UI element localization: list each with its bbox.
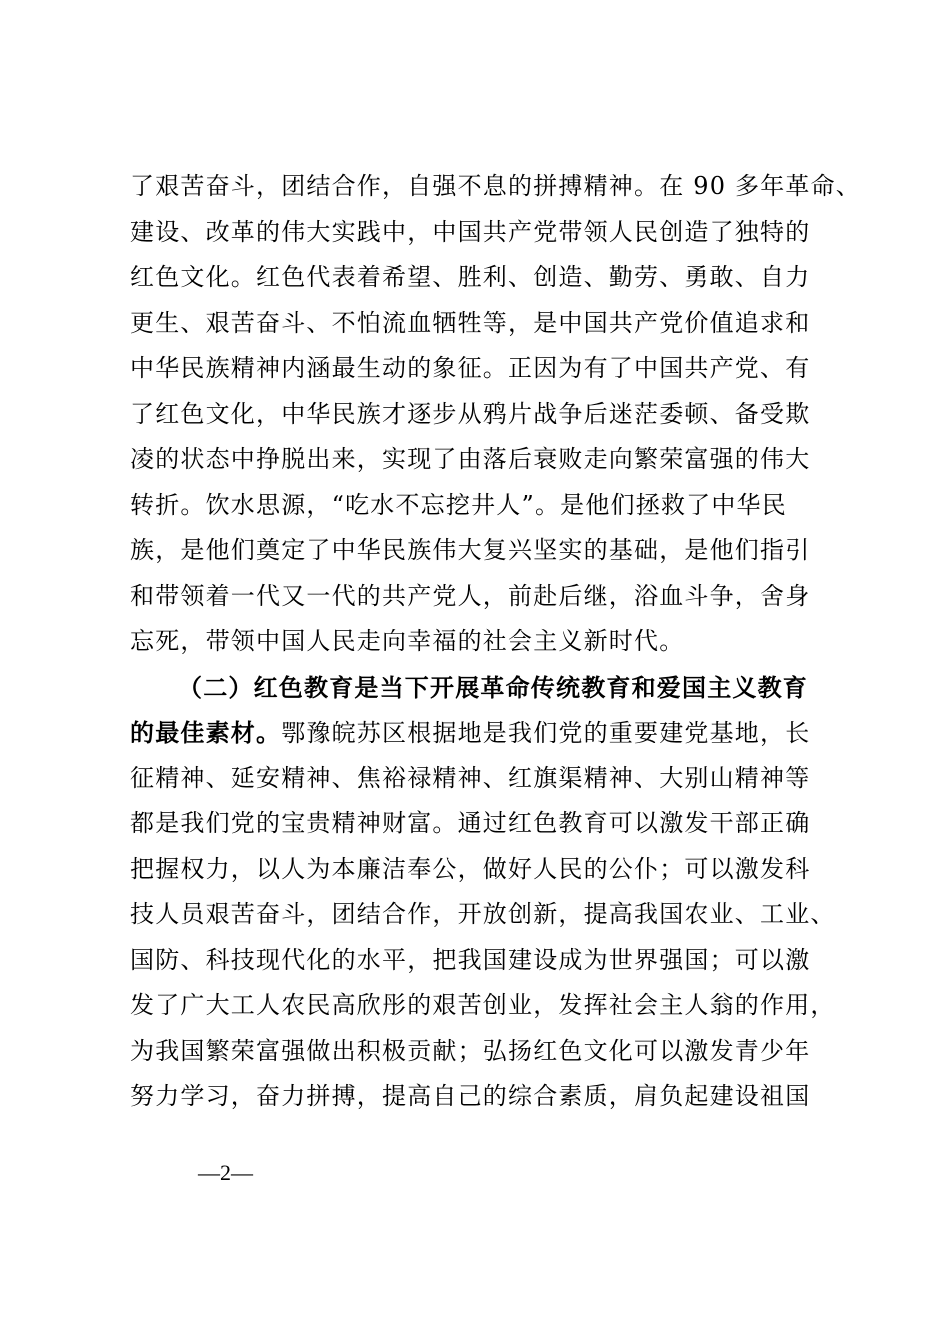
- paragraph-line: 和带领着一代又一代的共产党人，前赴后继，浴血斗争，舍身: [130, 581, 811, 610]
- paragraph-line: 红色文化。红色代表着希望、胜利、创造、勤劳、勇敢、自力: [130, 263, 811, 291]
- paragraph-line: 忘死，带领中国人民走向幸福的社会主义新时代。: [130, 627, 685, 655]
- document-body: [130, 164, 861, 1120]
- paragraph-line: 转折。饮水思源，“吃水不忘挖井人”。是他们拯救了中华民: [130, 490, 787, 519]
- paragraph-line: 了艰苦奋斗，团结合作，自强不息的拼搏精神。在 90 多年革命、: [130, 172, 861, 200]
- section-heading-continuation: [130, 710, 850, 756]
- paragraph-line: 为我国繁荣富强做出积极贡献；弘扬红色文化可以激发青少年: [130, 1036, 811, 1065]
- paragraph-line: 努力学习，奋力拼搏，提高自己的综合素质，肩负起建设祖国: [130, 1082, 811, 1110]
- paragraph-line: 都是我们党的宝贵精神财富。通过红色教育可以激发干部正确: [130, 809, 811, 837]
- paragraph-line: 把握权力，以人为本廉洁奉公，做好人民的公仆；可以激发科: [130, 854, 811, 883]
- section-heading-end: 的最佳素材。: [130, 718, 282, 747]
- paragraph-line: 建设、改革的伟大实践中，中国共产党带领人民创造了独特的: [130, 217, 811, 246]
- paragraph-line: 发了广大工人农民高欣彤的艰苦创业，发挥社会主人翁的作用，: [130, 991, 836, 1019]
- page-number: —2—: [198, 1160, 253, 1185]
- paragraph-line: 更生、艰苦奋斗、不怕流血牺牲等，是中国共产党价值追求和: [130, 308, 811, 337]
- paragraph-line: 征精神、延安精神、焦裕禄精神、红旗渠精神、大别山精神等: [130, 763, 811, 792]
- paragraph-line: 中华民族精神内涵最生动的象征。正因为有了中国共产党、有: [130, 354, 811, 382]
- section-text: 鄂豫皖苏区根据地是我们党的重要建党基地，长: [281, 719, 811, 747]
- paragraph-line: 技人员艰苦奋斗，团结合作，开放创新，提高我国农业、工业、: [130, 900, 836, 928]
- paragraph-line: 族，是他们奠定了中华民族伟大复兴坚实的基础，是他们指引: [130, 536, 811, 564]
- section-heading: （二）红色教育是当下开展革命传统教育和爱国主义教育: [178, 672, 808, 702]
- paragraph-line: 国防、科技现代化的水平，把我国建设成为世界强国；可以激: [130, 945, 811, 974]
- paragraph-line: 了红色文化，中华民族才逐步从鸦片战争后迷茫委顿、备受欺: [130, 399, 811, 428]
- paragraph-line: 凌的状态中挣脱出来，实现了由落后衰败走向繁荣富强的伟大: [130, 445, 811, 473]
